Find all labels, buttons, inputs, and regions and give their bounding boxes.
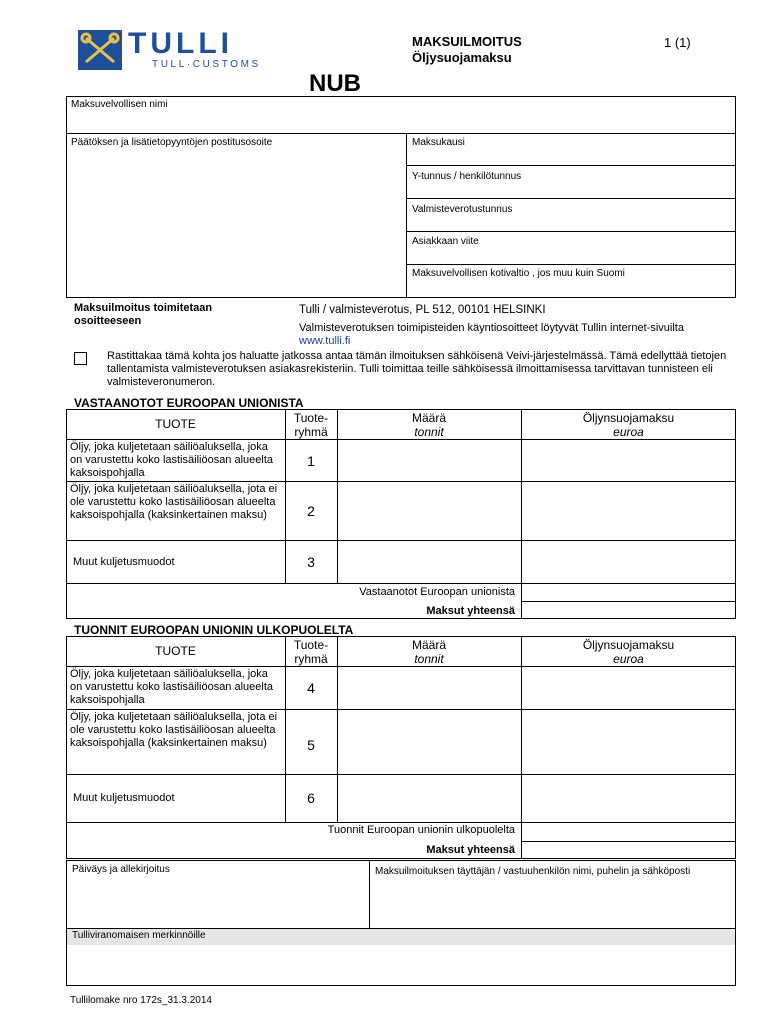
eu-row-1-fee-input[interactable] [522,440,735,480]
electronic-filing-checkbox[interactable] [74,352,87,365]
eu-row-1-qty-input[interactable] [338,440,520,480]
noneu-col-group-2: ryhmä [294,652,328,666]
noneu-row-6-fee-input[interactable] [522,775,735,821]
eu-row-3-product: Muut kuljetusmuodot [73,556,175,568]
noneu-section-title: TUONNIT EUROOPAN UNIONIN ULKOPUOLELTA [74,623,354,637]
eu-section-title: VASTAANOTOT EUROOPAN UNIONISTA [74,396,304,410]
eu-row-2-fee-input[interactable] [522,482,735,539]
eu-col-fee: Öljynsuojamaksu [582,411,675,425]
signature-block [66,860,736,986]
noneu-row-4-fee-input[interactable] [522,667,735,708]
domicile-field[interactable]: Maksuvelvollisen kotivaltio , jos muu kuin Suomi [412,268,625,279]
date-signature-field[interactable]: Päiväys ja allekirjoitus [72,864,170,875]
logo-name: TULLI [128,27,233,60]
eu-total-sum-label: Maksut yhteensä [426,605,515,617]
eu-col-group-1: Tuote- [293,411,329,425]
page-number: 1 (1) [664,35,691,50]
noneu-row-5-product: Öljy, joka kuljetetaan säiliöaluksella, jota ei ole varustettu koko lastisäiliöosan alueelta kaksoispohjalla (kaksinkertainen maksu) [70,711,278,749]
payment-period-field[interactable]: Maksukausi [412,137,465,148]
tulli-link[interactable]: www.tulli.fi [299,335,351,347]
electronic-filing-text: Rastittakaa tämä kohta jos haluatte jatkossa antaa tämän ilmoituksen sähköisenä Veivi-järjestelmässä. Tämä edellyttää tietojen tallentamista valmisteverotuksen asiakasrekisteriin. Tulli toimittaa teille sähköisessä ilmoittamisessa tarvittavan tunnisteen eli valmisteveronumeron. [107,350,727,388]
noneu-row-4-qty-input[interactable] [338,667,520,708]
eu-row-1-group: 1 [307,453,315,469]
noneu-row-4-group: 4 [307,680,315,696]
logo-sub: TULL·CUSTOMS [152,59,261,70]
noneu-col-group-1: Tuote- [293,638,329,652]
noneu-col-fee-unit: euroa [613,652,644,666]
noneu-col-product: TUOTE [155,644,196,658]
eu-row-1-product: Öljy, joka kuljetetaan säiliöaluksella, joka on varustettu koko lastisäiliöosan alueelta kaksoispohjalla [70,441,274,479]
eu-col-qty-unit: tonnit [414,425,444,439]
eu-row-2-group: 2 [307,503,315,519]
noneu-total-sum-label: Maksut yhteensä [426,844,515,856]
delivery-address: Tulli / valmisteverotus, PL 512, 00101 HELSINKI [299,304,546,316]
form-code: NUB [309,70,361,97]
noneu-row-5-qty-input[interactable] [338,710,520,773]
contact-field[interactable]: Maksuilmoituksen täyttäjän / vastuuhenkilön nimi, puhelin ja sähköposti [375,866,691,877]
noneu-row-6-qty-input[interactable] [338,775,520,821]
noneu-col-qty: Määrä [411,638,446,652]
crossed-keys-logo-icon [78,30,122,70]
eu-total-label: Vastaanotot Euroopan unionista [359,586,515,598]
eu-col-group-2: ryhmä [294,425,328,439]
form-title: MAKSUILMOITUS [412,34,522,49]
eu-row-2-product: Öljy, joka kuljetetaan säiliöaluksella, jota ei ole varustettu koko lastisäiliöosan alueelta kaksoispohjalla (kaksinkertainen maksu) [70,483,278,521]
eu-row-2-qty-input[interactable] [338,482,520,539]
delivery-label: Maksuilmoitus toimitetaan osoitteeseen [74,302,213,327]
top-field-block [66,96,736,298]
authority-field: Tulliviranomaisen merkinnöille [72,930,206,941]
noneu-row-5-group: 5 [307,737,315,753]
tulli-logo [78,28,278,74]
payer-name-field[interactable]: Maksuvelvollisen nimi [71,99,168,110]
eu-col-fee-unit: euroa [613,425,644,439]
eu-total-input[interactable] [522,602,735,618]
eu-row-3-qty-input[interactable] [338,541,520,582]
eu-row-3-group: 3 [307,554,315,570]
noneu-total-label: Tuonnit Euroopan unionin ulkopuolelta [327,824,515,836]
excise-id-field[interactable]: Valmisteverotustunnus [412,204,513,215]
noneu-total-input[interactable] [522,842,735,858]
delivery-info: Valmisteverotuksen toimipisteiden käyntiosoitteet löytyvät Tullin internet-sivuilta [299,322,684,334]
noneu-col-qty-unit: tonnit [414,652,444,666]
postal-address-field[interactable]: Päätöksen ja lisätietopyyntöjen postitusosoite [71,137,273,148]
noneu-row-4-product: Öljy, joka kuljetetaan säiliöaluksella, joka on varustettu koko lastisäiliöosan alueelta kaksoispohjalla [70,668,274,706]
eu-row-3-fee-input[interactable] [522,541,735,582]
noneu-row-6-product: Muut kuljetusmuodot [73,792,175,804]
eu-col-qty: Määrä [411,411,446,425]
customer-ref-field[interactable]: Asiakkaan viite [412,236,479,247]
form-subtitle: Öljysuojamaksu [412,50,512,65]
noneu-row-6-group: 6 [307,790,315,806]
noneu-col-fee: Öljynsuojamaksu [582,638,675,652]
business-id-field[interactable]: Y-tunnus / henkilötunnus [412,171,522,182]
noneu-row-5-fee-input[interactable] [522,710,735,773]
form-footer: Tullilomake nro 172s_31.3.2014 [70,995,212,1006]
eu-col-product: TUOTE [155,417,196,431]
